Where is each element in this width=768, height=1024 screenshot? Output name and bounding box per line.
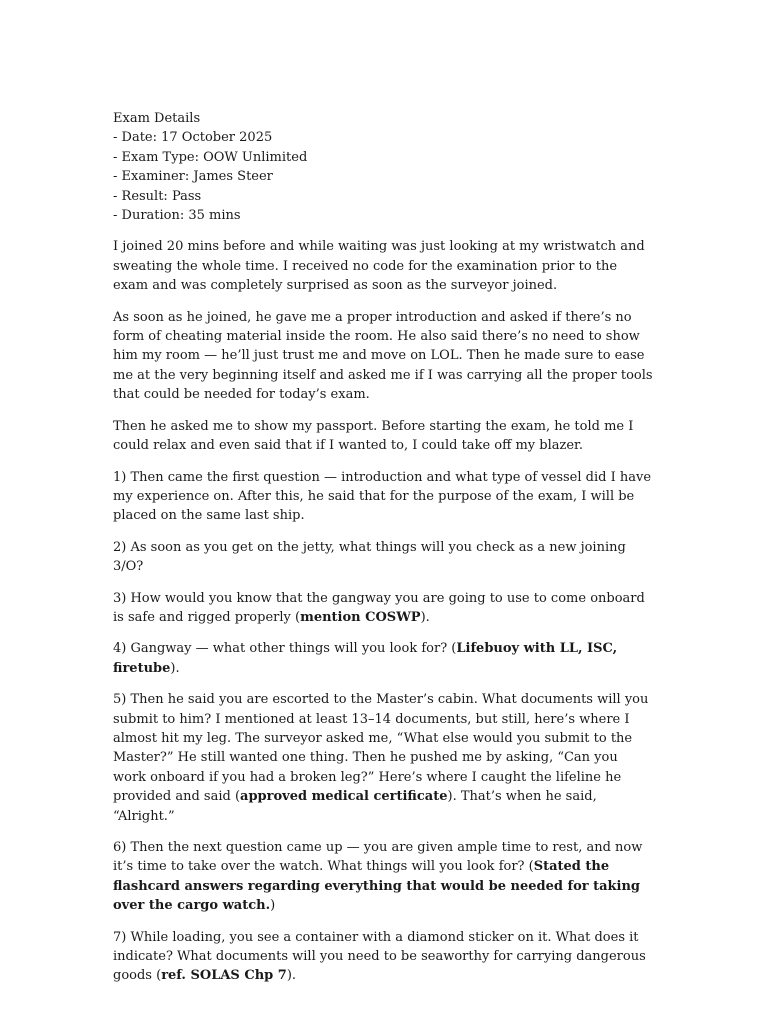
question-5 (113, 690, 653, 826)
document-page (113, 109, 653, 998)
exam-duration: - Duration: 35 mins (113, 208, 241, 224)
question-6-text: 6) Then the next question came up — you are given ample time to rest, and now it’s time to take over the watch. What things will you look for? ( (113, 840, 643, 875)
question-3 (113, 589, 653, 628)
question-6 (113, 838, 653, 916)
question-4-end: ). (170, 660, 180, 676)
question-7-answer: ref. SOLAS Chp 7 (161, 968, 287, 984)
question-3-end: ). (420, 609, 430, 625)
question-4-text: 4) Gangway — what other things will you look for? ( (113, 641, 457, 657)
question-3-answer: mention COSWP (300, 609, 421, 625)
question-1: 1) Then came the first question — introduction and what type of vessel did I have my experience on. After this, he said that for the purpose of the exam, I will be placed on the same last ship. (113, 469, 652, 524)
question-7-end: ). (286, 968, 297, 984)
question-6-answer: Stated the flashcard answers regarding everything that would be needed for taking over the cargo watch. (113, 859, 641, 914)
question-6-end: ) (270, 898, 276, 914)
question-4 (113, 639, 653, 678)
question-5-text: 5) Then he said you are escorted to the Master’s cabin. What documents will you submit to him? I mentioned at least 13–14 documents, but still, here’s where I almost hit my leg. The surveyor asked me, “What else would you submit to the Master?” He still wanted one thing. Then he pushed me by asking, “Can you work onboard if you had a broken leg?” Here’s where I caught the lifeline he provided and said ( (113, 692, 649, 805)
question-5-end: ). That’s when he said, “Alright.” (113, 789, 597, 824)
question-7 (113, 928, 653, 986)
question-2: 2) As soon as you get on the jetty, what things will you check as a new joining 3/O? (113, 539, 626, 575)
exam-details (113, 109, 653, 225)
exam-type: - Exam Type: OOW Unlimited (113, 149, 308, 165)
exam-result: - Result: Pass (113, 188, 202, 204)
exam-details-heading: Exam Details (113, 111, 201, 126)
exam-examiner: - Examiner: James Steer (113, 169, 273, 185)
question-5-answer: approved medical certificate (240, 789, 448, 805)
exam-date: - Date: 17 October 2025 (113, 130, 273, 146)
paragraph-introduction: As soon as he joined, he gave me a proper introduction and asked if there’s no form of cheating material inside the room. He also said there’s no need to show him my room — he’ll just trust me and move on LOL. Then he made sure to ease me at the very beginning itself and asked me if I was carrying all the proper tools that could be needed for today’s exam. (113, 309, 653, 403)
paragraph-arrival: I joined 20 mins before and while waiting was just looking at my wristwatch and sweating the whole time. I received no code for the examination prior to the exam and was completely surprised as soon as the surveyor joined. (113, 239, 645, 294)
question-7-text: 7) While loading, you see a container with a diamond sticker on it. What does it indicate? What documents will you need to be seaworthy for carrying dangerous goods ( (113, 929, 646, 984)
paragraph-passport: Then he asked me to show my passport. Before starting the exam, he told me I could relax and even said that if I wanted to, I could take off my blazer. (113, 418, 634, 454)
question-3-text: 3) How would you know that the gangway you are going to use to come onboard is safe and rigged properly ( (113, 590, 645, 625)
question-4-answer: Lifebuoy with LL, ISC, firetube (113, 641, 618, 676)
